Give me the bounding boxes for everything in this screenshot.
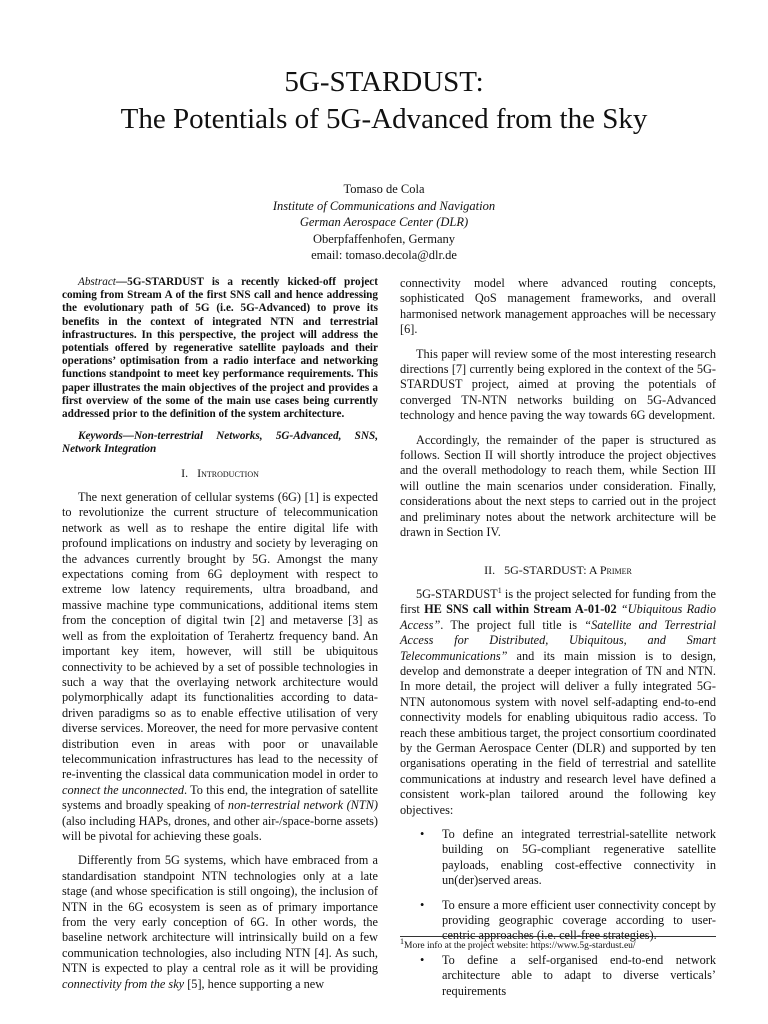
- emphasis: connect the unconnected: [62, 782, 184, 797]
- author-name: Tomaso de Cola: [343, 182, 425, 196]
- intro-paragraph-1: [62, 490, 378, 844]
- section-title: Introduction: [197, 465, 259, 480]
- emphasis: “Satellite and Terrestrial Access for Distributed, Ubiquitous, and Smart Telecommunications”: [400, 617, 716, 663]
- bold-run: HE SNS call within Stream A-01-02: [424, 602, 617, 617]
- keywords: Keywords—Non-terrestrial Networks, 5G-Advanced, SNS, Network Integration: [62, 430, 378, 456]
- list-item-text: To ensure a more efficient user connectivity concept by providing geographic coverage according to user-centric approaches (i.e. cell-free strategies).: [442, 897, 716, 943]
- text-run: is the project selected for funding from the first: [400, 586, 716, 617]
- section-heading-introduction: [62, 466, 378, 481]
- title-line-2: The Potentials of 5G-Advanced from the Sky: [120, 103, 648, 135]
- text-run: (also including HAPs, drones, and other air-/space-borne assets) will be pivotal for achieving these goals.: [62, 813, 378, 843]
- author-email: email: tomaso.decola@dlr.de: [311, 248, 457, 262]
- intro-paragraph-3: This paper will review some of the most interesting research directions [7] currently being explored in the context of the 5G-STARDUST project, aimed at proving the potentials of converged TN-NTN networks building on 5G-Advanced technology and hence paving the way towards 6G development.: [400, 346, 716, 423]
- paper-title: [0, 64, 768, 138]
- footnote-mark: 1: [400, 936, 404, 946]
- abstract: [62, 276, 378, 421]
- author-block: [0, 181, 768, 264]
- list-item-text: To define an integrated terrestrial-satellite network building on 5G-compliant regenerative satellite payloads, enabling cost-effective connectivity in un(der)served areas.: [442, 827, 716, 888]
- left-column: [62, 276, 378, 1001]
- text-run: and its main mission is to design, develop and demonstrate a deeper integration of TN and NTN. In more detail, the project will deliver a fully integrated 5G-NTN autonomous system with novel self-adapting end-to-end connectivity models for enabling ubiquitous radio access. To reach these ambitious target, the project consortium coordinated by the German Aerospace Center (DLR) and supported by ten organisations operating in the field of terrestrial and satellite communications at industry and research level have defined a consistent work-plan tailored around the following key objectives:: [400, 648, 716, 817]
- author-location: Oberpfaffenhofen, Germany: [312, 231, 456, 246]
- bullet: •: [420, 827, 425, 841]
- bullet: •: [420, 897, 425, 912]
- text-run: [5], hence supporting a new: [184, 976, 325, 991]
- intro-paragraph-2-cont: connectivity model where advanced routing concepts, sophisticated QoS management frameworks, and overall harmonised network management approaches will be necessary [6].: [400, 276, 716, 337]
- text-run: . To this end, the integration of satellite systems and broadly speaking of: [62, 782, 379, 813]
- text-run: 5G-STARDUST: [416, 586, 498, 601]
- abstract-label: Abstract: [78, 276, 116, 288]
- abstract-text: —5G-STARDUST is a recently kicked-off project coming from Stream A of the first SNS call and hence addressing the evolutionary path of 5G (i.e. 5G-Advanced) to prove its benefits in the context of integrated NTN and terrestrial infrastructures. In this perspective, the project will address the potentials offered by regenerative satellite payloads and their operations’ optimisation from a radio interface and networking functions standpoint to meet key performance requirements. This paper illustrates the main objectives of the project and provides a first overview of the some of the main use cases being currently addressed prior to the definition of the system architecture.: [62, 276, 378, 421]
- emphasis: “Ubiquitous Radio Access”: [400, 602, 716, 632]
- list-item-text: To define a self-organised end-to-end network architecture able to adapt to diverse verticals’ requirements: [442, 952, 716, 998]
- text-run: Differently from 5G systems, which have embraced from a standardisation standpoint NTN technologies only at a late stage (and whose specification is still ongoing), the inclusion of NTN in the 6G ecosystem is seen as of primary importance from the very early conception of 6G. In other words, the baseline network architecture will intrinsically build on a few communication technologies, also including NTN [4]. As such, NTN is expected to play a central role as it will be providing: [62, 853, 378, 976]
- section-number: I.: [181, 465, 189, 480]
- bullet: •: [420, 952, 425, 967]
- intro-paragraph-2: [62, 853, 378, 992]
- section-number: II.: [484, 562, 496, 577]
- section-heading-primer: [400, 563, 716, 578]
- footnote-mark: 1: [497, 585, 502, 595]
- list-item: [400, 953, 716, 999]
- intro-paragraph-4: Accordingly, the remainder of the paper is structured as follows. Section II will shortly introduce the project objectives and the overall methodology to reach them, while Section III will outline the main scenarios under consideration. Finally, considerations about the next steps to carried out in the project and preliminary notes about the network architecture will be drawn in Section IV.: [400, 432, 716, 540]
- right-column: [400, 276, 716, 1008]
- author-center: German Aerospace Center (DLR): [299, 215, 469, 229]
- primer-paragraph: [400, 587, 716, 818]
- text-run: . The project full title is: [440, 617, 585, 632]
- emphasis: connectivity from the sky: [62, 976, 185, 991]
- section-title: 5G-STARDUST: A Primer: [504, 562, 632, 577]
- author-institute: Institute of Communications and Navigation: [272, 198, 496, 213]
- objectives-list: [400, 827, 716, 999]
- footnote-text: More info at the project website: https://www.5g-stardust.eu/: [404, 941, 636, 951]
- title-line-1: 5G-STARDUST:: [284, 66, 484, 98]
- emphasis: non-terrestrial network (NTN): [227, 798, 379, 813]
- list-item: [400, 827, 716, 889]
- footnote: [400, 936, 716, 952]
- text-run: The next generation of cellular systems (6G) [1] is expected to revolutionize the current structure of telecommunication network as well as to reshape the entire digital life with profound implications on industry and society by leveraging on the advances currently brought by 5G. Amongst the many expectations coming from 6G deployment with respect to extreme low latency requirements, ultra broadband, and massive machine type communications, additional items stem from the conception of digital twin [2] and metaverse [3] as well as from the exploitation of Terahertz frequency band. An important key item, however, will still be ubiquitous connectivity to be achieved by a set of possible technologies in such a way that the overlaying network architecture would polymorphically adapt its functionalities according to data-driven paradigms so as to enable effective utilisation of very diverse services. Moreover, the need for more pervasive content distribution even in areas with poor or unavailable telecommunication infrastructures has lead to the necessity of re-inventing the classical data communication model in order to: [62, 490, 378, 782]
